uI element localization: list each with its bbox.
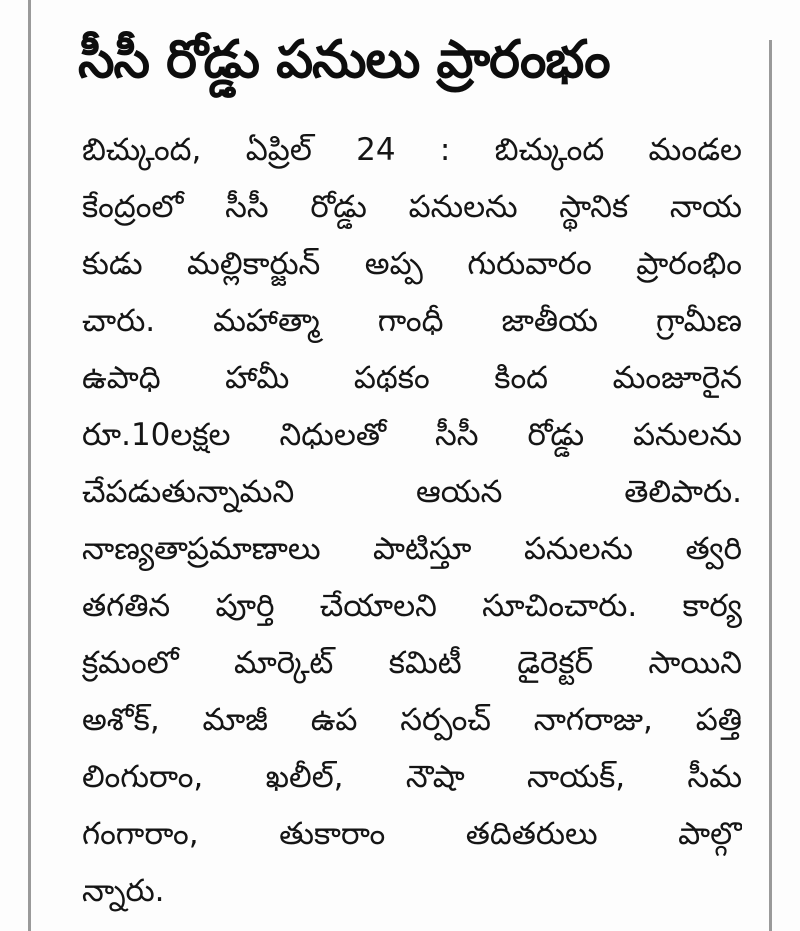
body-line: బిచ్కుంద, ఏప్రిల్ 24 : బిచ్కుంద మండల: [82, 132, 742, 168]
body-line: కేంద్రంలో సీసీ రోడ్డు పనులను స్థానిక నాయ: [82, 189, 742, 225]
body-line: కుడు మల్లికార్జున్ అప్ప గురువారం ప్రారంభిం: [82, 246, 742, 282]
article-headline: సీసీ రోడ్డు పనులు ప్రారంభం: [78, 30, 610, 90]
body-line: క్రమంలో మార్కెట్ కమిటీ డైరెక్టర్ సాయిని: [82, 645, 742, 681]
column-rule-right: [769, 40, 772, 931]
body-line: గంగారాం, తుకారాం తదితరులు పాల్గొ: [82, 816, 742, 852]
article-body: [82, 122, 742, 920]
body-line: రూ.10లక్షల నిధులతో సీసీ రోడ్డు పనులను: [82, 417, 742, 453]
body-line: చారు. మహాత్మా గాంధీ జాతీయ గ్రామీణ: [82, 303, 742, 339]
body-line: లింగురాం, ఖలీల్, నౌషా నాయక్, సీమ: [82, 759, 742, 795]
column-rule-left: [28, 0, 31, 931]
body-line: చేపడుతున్నామని ఆయన తెలిపారు.: [82, 474, 742, 510]
body-line-last: న్నారు.: [82, 873, 165, 909]
body-line: అశోక్, మాజీ ఉప సర్పంచ్ నాగరాజు, పత్తి: [82, 702, 742, 738]
body-line: తగతిన పూర్తి చేయాలని సూచించారు. కార్య: [82, 588, 742, 624]
body-line: ఉపాధి హామీ పథకం కింద మంజూరైన: [82, 360, 742, 396]
body-line: నాణ్యతాప్రమాణాలు పాటిస్తూ పనులను త్వరి: [82, 531, 742, 567]
